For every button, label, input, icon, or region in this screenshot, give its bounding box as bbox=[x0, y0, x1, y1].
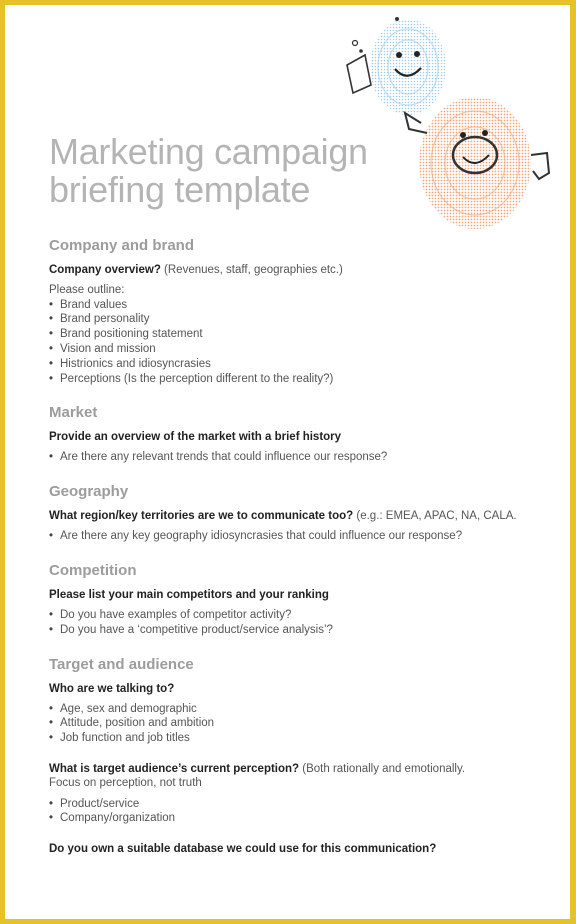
question-note: (e.g.: EMEA, APAC, NA, CALA. bbox=[353, 510, 517, 523]
section-company-and-brand bbox=[49, 237, 549, 386]
question-text: What is target audience’s current perception? bbox=[49, 762, 300, 775]
title-line-2: briefing template bbox=[49, 169, 311, 210]
question-text: Company overview? bbox=[49, 264, 161, 276]
list-item: • Product/service bbox=[49, 797, 549, 812]
section-heading: Competition bbox=[49, 561, 137, 579]
list-item: • Histrionics and idiosyncrasies bbox=[49, 357, 549, 372]
orange-fingerprint-face-icon bbox=[405, 97, 549, 229]
question bbox=[49, 430, 549, 444]
list-item: • Are there any relevant trends that could influence our response? bbox=[49, 450, 549, 465]
question-text: Provide an overview of the market with a brief history bbox=[49, 431, 342, 444]
list-item: • Perceptions (Is the perception different to the reality?) bbox=[49, 372, 549, 387]
list-item: • Brand positioning statement bbox=[49, 327, 549, 342]
section-target-and-audience bbox=[49, 656, 549, 857]
list-item: • Company/organization bbox=[49, 811, 549, 826]
bullet-list bbox=[49, 298, 549, 387]
bullet-list bbox=[49, 608, 549, 638]
section-heading: Company and brand bbox=[49, 237, 195, 254]
list-item: • Do you have a ‘competitive product/service analysis’? bbox=[49, 623, 549, 638]
question-text: Who are we talking to? bbox=[49, 682, 175, 695]
list-item: • Brand values bbox=[49, 298, 549, 313]
question-note-line: Focus on perception, not truth bbox=[49, 776, 202, 789]
section-heading: Target and audience bbox=[49, 655, 194, 673]
bullet-list bbox=[49, 702, 549, 746]
section-heading: Market bbox=[49, 404, 98, 422]
question bbox=[49, 263, 549, 277]
fingerprint-characters-illustration bbox=[335, 5, 570, 245]
blue-fingerprint-face-icon bbox=[347, 17, 446, 115]
title-line-1: Marketing campaign bbox=[49, 131, 368, 172]
section-competition bbox=[49, 562, 549, 638]
list-item: • Job function and job titles bbox=[49, 731, 549, 746]
list-item: • Vision and mission bbox=[49, 342, 549, 357]
bullet-list bbox=[49, 450, 549, 465]
question-text: Please list your main competitors and your ranking bbox=[49, 588, 329, 601]
intro-text: Please outline: bbox=[49, 284, 125, 296]
section-geography bbox=[49, 483, 549, 544]
list-item: • Age, sex and demographic bbox=[49, 702, 549, 717]
list-item: • Brand personality bbox=[49, 312, 549, 327]
question bbox=[49, 509, 549, 523]
question bbox=[49, 682, 549, 696]
question-text: Do you own a suitable database we could use for this communication? bbox=[49, 843, 437, 856]
question-text: What region/key territories are we to communicate too? bbox=[49, 510, 354, 523]
question-note: (Revenues, staff, geographies etc.) bbox=[160, 264, 343, 276]
question-note: (Both rationally and emotionally. bbox=[299, 762, 466, 775]
list-item: • Do you have examples of competitor activity? bbox=[49, 608, 549, 623]
document-title bbox=[49, 133, 368, 209]
list-item: • Attitude, position and ambition bbox=[49, 716, 549, 731]
question bbox=[49, 762, 549, 776]
section-heading: Geography bbox=[49, 483, 129, 501]
briefing-content bbox=[49, 237, 549, 874]
question bbox=[49, 842, 549, 856]
section-market bbox=[49, 404, 549, 465]
list-item: • Are there any key geography idiosyncrasies that could influence our response? bbox=[49, 529, 549, 544]
bullet-list bbox=[49, 529, 549, 544]
document-page bbox=[5, 5, 570, 919]
bullet-list bbox=[49, 797, 549, 827]
question bbox=[49, 588, 549, 602]
